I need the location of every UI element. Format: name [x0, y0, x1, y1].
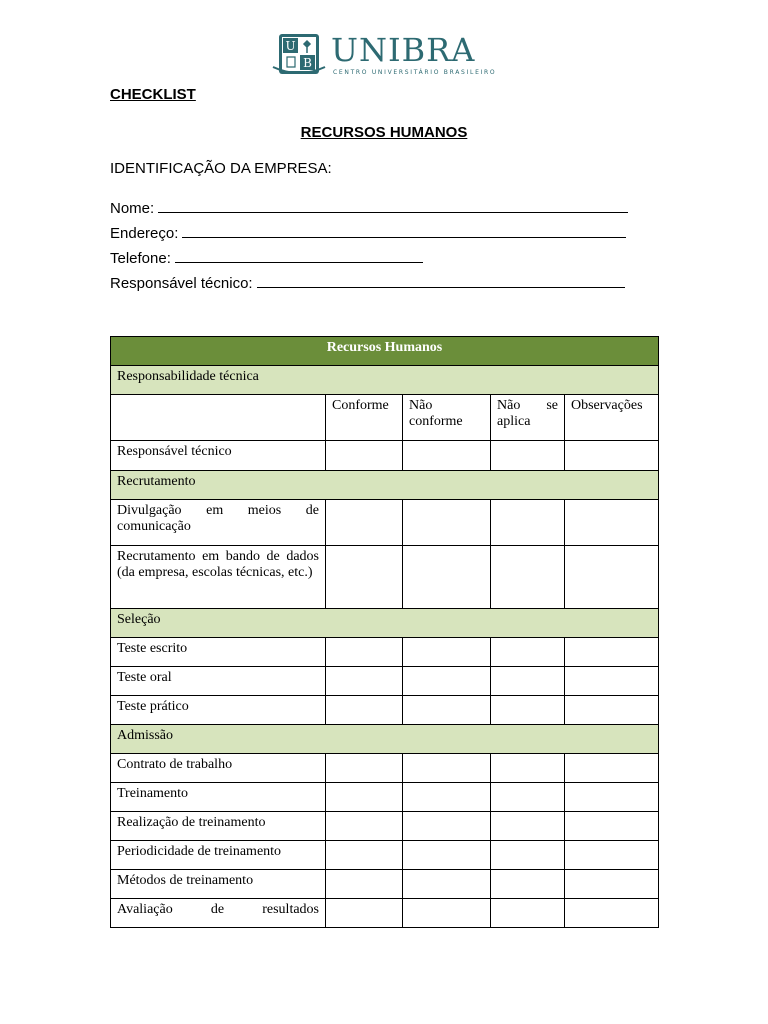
- table-row: [111, 638, 659, 667]
- field-blank-line[interactable]: [158, 198, 628, 213]
- cell-nao-conforme[interactable]: [403, 899, 491, 928]
- item-label: Métodos de treinamento: [111, 870, 326, 899]
- cell-nao-se-aplica[interactable]: [491, 812, 565, 841]
- cell-observacoes[interactable]: [565, 754, 659, 783]
- cell-observacoes[interactable]: [565, 441, 659, 471]
- column-header-observacoes: Observações: [565, 395, 659, 441]
- field-blank-line[interactable]: [175, 248, 423, 263]
- checklist-heading: CHECKLIST: [110, 86, 196, 103]
- unibra-crest-icon: [271, 33, 327, 77]
- cell-nao-se-aplica[interactable]: [491, 667, 565, 696]
- cell-conforme[interactable]: [326, 667, 403, 696]
- cell-nao-se-aplica[interactable]: [491, 696, 565, 725]
- checklist-table: [110, 336, 659, 928]
- field-label: Telefone:: [110, 250, 171, 267]
- cell-nao-conforme[interactable]: [403, 500, 491, 546]
- table-row: [111, 754, 659, 783]
- section-label: Responsabilidade técnica: [111, 366, 659, 395]
- cell-observacoes[interactable]: [565, 546, 659, 609]
- cell-conforme[interactable]: [326, 783, 403, 812]
- column-header-conforme: Conforme: [326, 395, 403, 441]
- cell-nao-conforme[interactable]: [403, 638, 491, 667]
- cell-nao-se-aplica[interactable]: [491, 870, 565, 899]
- table-row: [111, 696, 659, 725]
- field-nome: [110, 198, 628, 217]
- document-title: RECURSOS HUMANOS: [300, 124, 468, 141]
- cell-observacoes[interactable]: [565, 841, 659, 870]
- cell-conforme[interactable]: [326, 696, 403, 725]
- cell-nao-se-aplica[interactable]: [491, 638, 565, 667]
- field-label: Nome:: [110, 200, 155, 217]
- cell-conforme[interactable]: [326, 754, 403, 783]
- cell-nao-conforme[interactable]: [403, 870, 491, 899]
- table-row: [111, 441, 659, 471]
- cell-conforme[interactable]: [326, 899, 403, 928]
- field-blank-line[interactable]: [257, 273, 625, 288]
- crest-letter-u: U: [285, 39, 296, 53]
- crest-letter-b: B: [303, 56, 312, 70]
- cell-observacoes[interactable]: [565, 899, 659, 928]
- cell-observacoes[interactable]: [565, 500, 659, 546]
- field-responsavel: [110, 273, 625, 292]
- column-header-nao-se-aplica: Não se aplica: [491, 395, 565, 441]
- item-label: Teste prático: [111, 696, 326, 725]
- section-row: [111, 366, 659, 395]
- section-row: [111, 471, 659, 500]
- table-title-row: [111, 337, 659, 366]
- cell-nao-conforme[interactable]: [403, 841, 491, 870]
- cell-nao-conforme[interactable]: [403, 754, 491, 783]
- table-row: [111, 500, 659, 546]
- item-label: Divulgação em meios de comunicação: [111, 500, 326, 546]
- cell-observacoes[interactable]: [565, 667, 659, 696]
- cell-observacoes[interactable]: [565, 783, 659, 812]
- cell-nao-se-aplica[interactable]: [491, 754, 565, 783]
- cell-nao-se-aplica[interactable]: [491, 899, 565, 928]
- field-label: Responsável técnico:: [110, 275, 253, 292]
- cell-conforme[interactable]: [326, 500, 403, 546]
- cell-nao-se-aplica[interactable]: [491, 441, 565, 471]
- table-row: [111, 899, 659, 928]
- cell-nao-conforme[interactable]: [403, 783, 491, 812]
- table-row: [111, 783, 659, 812]
- cell-nao-conforme[interactable]: [403, 441, 491, 471]
- unibra-logo: [271, 31, 497, 79]
- cell-conforme[interactable]: [326, 812, 403, 841]
- cell-nao-conforme[interactable]: [403, 812, 491, 841]
- table-title: Recursos Humanos: [111, 337, 659, 366]
- item-label: Periodicidade de treinamento: [111, 841, 326, 870]
- cell-conforme[interactable]: [326, 441, 403, 471]
- cell-nao-se-aplica[interactable]: [491, 841, 565, 870]
- column-header-row: [111, 395, 659, 441]
- cell-nao-conforme[interactable]: [403, 667, 491, 696]
- item-label: Responsável técnico: [111, 441, 326, 471]
- cell-nao-conforme[interactable]: [403, 696, 491, 725]
- cell-conforme[interactable]: [326, 870, 403, 899]
- table-row: [111, 667, 659, 696]
- section-row: [111, 725, 659, 754]
- cell-observacoes[interactable]: [565, 638, 659, 667]
- section-row: [111, 609, 659, 638]
- item-label: Treinamento: [111, 783, 326, 812]
- cell-conforme[interactable]: [326, 546, 403, 609]
- cell-nao-se-aplica[interactable]: [491, 783, 565, 812]
- cell-observacoes[interactable]: [565, 812, 659, 841]
- table-row: [111, 841, 659, 870]
- section-label: Recrutamento: [111, 471, 659, 500]
- cell-observacoes[interactable]: [565, 696, 659, 725]
- column-header-nao-conforme: Não conforme: [403, 395, 491, 441]
- table-row: [111, 870, 659, 899]
- field-endereco: [110, 223, 626, 242]
- section-label: Admissão: [111, 725, 659, 754]
- cell-observacoes[interactable]: [565, 870, 659, 899]
- field-telefone: [110, 248, 423, 267]
- cell-conforme[interactable]: [326, 841, 403, 870]
- field-label: Endereço:: [110, 225, 179, 242]
- item-label: Teste escrito: [111, 638, 326, 667]
- item-label: Teste oral: [111, 667, 326, 696]
- brand-tagline: CENTRO UNIVERSITÁRIO BRASILEIRO: [333, 69, 497, 76]
- cell-nao-conforme[interactable]: [403, 546, 491, 609]
- cell-conforme[interactable]: [326, 638, 403, 667]
- table-row: [111, 546, 659, 609]
- section-label: Seleção: [111, 609, 659, 638]
- empty-header-cell: [111, 395, 326, 441]
- cell-nao-se-aplica[interactable]: [491, 546, 565, 609]
- item-label: Avaliação de resultados: [111, 899, 326, 928]
- item-label: Recrutamento em bando de dados (da empresa, escolas técnicas, etc.): [111, 546, 326, 609]
- item-label: Realização de treinamento: [111, 812, 326, 841]
- field-blank-line[interactable]: [182, 223, 626, 238]
- identification-heading: IDENTIFICAÇÃO DA EMPRESA:: [110, 160, 332, 177]
- item-label: Contrato de trabalho: [111, 754, 326, 783]
- table-row: [111, 812, 659, 841]
- cell-nao-se-aplica[interactable]: [491, 500, 565, 546]
- brand-name: UNIBRA: [331, 31, 476, 69]
